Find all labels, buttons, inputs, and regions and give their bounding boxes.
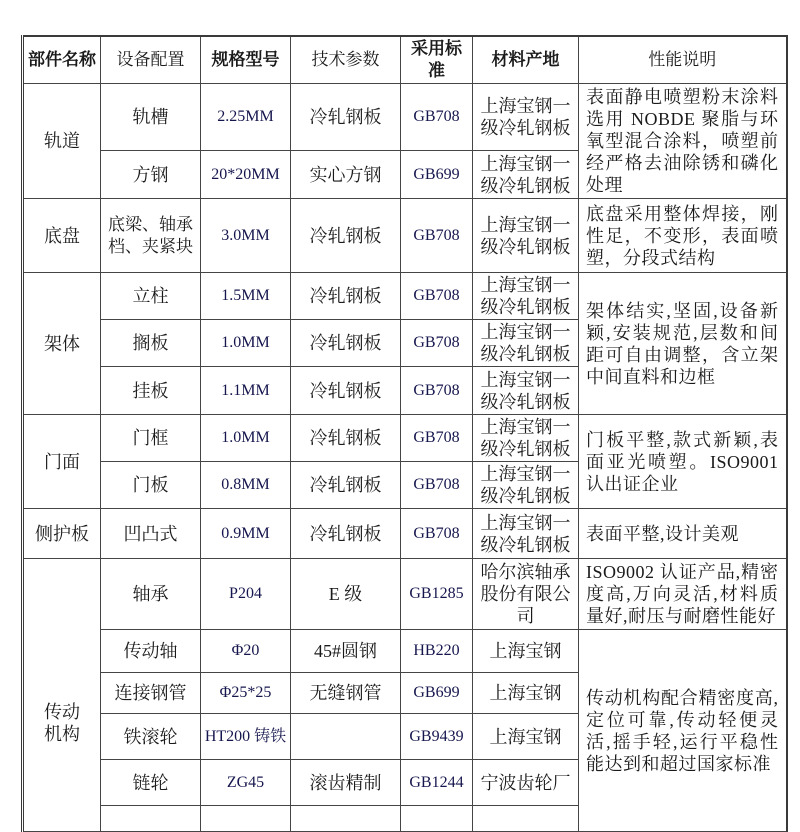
cell-config: 链轮 (101, 760, 201, 806)
cell-config: 轴承 (101, 559, 201, 630)
cell-spec: HT200 铸铁 (201, 714, 291, 760)
cell-origin: 上海宝钢一级冷轧钢板 (473, 509, 579, 559)
cell-standard: GB1244 (401, 760, 473, 806)
cell-tech: 实心方钢 (291, 151, 401, 199)
cell-tech: 冷轧钢板 (291, 199, 401, 273)
cell-origin: 上海宝钢一级冷轧钢板 (473, 462, 579, 509)
cell-standard: GB708 (401, 320, 473, 367)
cell-standard: GB708 (401, 462, 473, 509)
cell-config: 轨槽 (101, 84, 201, 151)
cell-spec: 3.0MM (201, 199, 291, 273)
cell-origin: 上海宝钢一级冷轧钢板 (473, 273, 579, 320)
col-header-config: 设备配置 (101, 36, 201, 84)
col-header-performance: 性能说明 (579, 36, 787, 84)
cell-spec: 20*20MM (201, 151, 291, 199)
table-row (23, 84, 787, 151)
col-header-origin: 材料产地 (473, 36, 579, 84)
cell-standard: GB1285 (401, 559, 473, 630)
cell-config: 方钢 (101, 151, 201, 199)
section-name: 架体 (23, 273, 101, 415)
section-name: 传动机构 (23, 559, 101, 832)
cell-config: 门框 (101, 415, 201, 462)
cell-standard: GB699 (401, 151, 473, 199)
cell-standard: GB708 (401, 509, 473, 559)
performance-note: 门板平整,款式新颖,表面亚光喷塑。ISO9001 认出证企业 (579, 415, 787, 509)
col-header-standard: 采用标准 (401, 36, 473, 84)
performance-note: 传动机构配合精密度高,定位可靠,传动轻便灵活,摇手轻,运行平稳性能达到和超过国家标准 (579, 630, 787, 832)
cell-standard: GB708 (401, 273, 473, 320)
cell-tech: 冷轧钢板 (291, 84, 401, 151)
performance-note: 表面平整,设计美观 (579, 509, 787, 559)
cell-spec: P204 (201, 559, 291, 630)
cell-origin: 上海宝钢一级冷轧钢板 (473, 199, 579, 273)
cell-tech: 冷轧钢板 (291, 320, 401, 367)
table-row (23, 559, 787, 630)
header-row (23, 36, 787, 84)
cell-spec: 1.5MM (201, 273, 291, 320)
cell-tech: 无缝钢管 (291, 673, 401, 714)
cell-tech: 冷轧钢板 (291, 509, 401, 559)
section-name: 侧护板 (23, 509, 101, 559)
cell-origin: 上海宝钢一级冷轧钢板 (473, 84, 579, 151)
cell-config: 传动轴 (101, 630, 201, 673)
cell-spec: Φ25*25 (201, 673, 291, 714)
cell-origin: 上海宝钢 (473, 630, 579, 673)
cell-tech (291, 806, 401, 832)
cell-origin: 宁波齿轮厂 (473, 760, 579, 806)
cell-tech: E 级 (291, 559, 401, 630)
cell-tech: 冷轧钢板 (291, 367, 401, 415)
col-header-part-name: 部件名称 (23, 36, 101, 84)
cell-spec: 1.0MM (201, 415, 291, 462)
cell-config: 挂板 (101, 367, 201, 415)
table-row (23, 509, 787, 559)
col-header-spec: 规格型号 (201, 36, 291, 84)
performance-note: 表面静电喷塑粉末涂料选用 NOBDE 聚脂与环氧型混合涂料，喷塑前经严格去油除锈和磷化处理 (579, 84, 787, 199)
performance-note: 底盘采用整体焊接，刚性足，不变形，表面喷塑，分段式结构 (579, 199, 787, 273)
col-header-tech: 技术参数 (291, 36, 401, 84)
cell-origin: 哈尔滨轴承股份有限公司 (473, 559, 579, 630)
cell-spec: 0.9MM (201, 509, 291, 559)
section-name: 轨道 (23, 84, 101, 199)
cell-config: 底梁、轴承档、夹紧块 (101, 199, 201, 273)
cell-spec: Φ20 (201, 630, 291, 673)
cell-standard: GB708 (401, 199, 473, 273)
cell-standard: HB220 (401, 630, 473, 673)
cell-config: 立柱 (101, 273, 201, 320)
table-row (23, 630, 787, 673)
cell-origin: 上海宝钢一级冷轧钢板 (473, 367, 579, 415)
performance-note: ISO9002 认证产品,精密度高,万向灵活,材料质量好,耐压与耐磨性能好 (579, 559, 787, 630)
cell-origin: 上海宝钢一级冷轧钢板 (473, 151, 579, 199)
cell-config: 连接钢管 (101, 673, 201, 714)
cell-spec: 1.1MM (201, 367, 291, 415)
parts-spec-table (21, 35, 788, 832)
cell-spec: ZG45 (201, 760, 291, 806)
table-row (23, 415, 787, 462)
cell-origin: 上海宝钢一级冷轧钢板 (473, 415, 579, 462)
cell-tech: 冷轧钢板 (291, 415, 401, 462)
cell-standard: GB699 (401, 673, 473, 714)
cell-origin: 上海宝钢 (473, 714, 579, 760)
cell-standard: GB9439 (401, 714, 473, 760)
table-row (23, 273, 787, 320)
cell-standard: GB708 (401, 415, 473, 462)
cell-tech: 冷轧钢板 (291, 273, 401, 320)
cell-standard: GB708 (401, 84, 473, 151)
cell-config: 凹凸式 (101, 509, 201, 559)
cell-config: 搁板 (101, 320, 201, 367)
cell-config: 门板 (101, 462, 201, 509)
cell-spec (201, 806, 291, 832)
cell-tech (291, 714, 401, 760)
cell-standard: GB708 (401, 367, 473, 415)
cell-spec: 0.8MM (201, 462, 291, 509)
cell-spec: 2.25MM (201, 84, 291, 151)
cell-spec: 1.0MM (201, 320, 291, 367)
cell-tech: 滚齿精制 (291, 760, 401, 806)
cell-origin: 上海宝钢 (473, 673, 579, 714)
cell-config: 铁滚轮 (101, 714, 201, 760)
cell-standard (401, 806, 473, 832)
section-name: 底盘 (23, 199, 101, 273)
cell-origin: 上海宝钢一级冷轧钢板 (473, 320, 579, 367)
table-row (23, 199, 787, 273)
cell-tech: 45#圆钢 (291, 630, 401, 673)
cell-origin (473, 806, 579, 832)
performance-note: 架体结实,坚固,设备新颖,安装规范,层数和间距可自由调整，含立架中间直料和边框 (579, 273, 787, 415)
section-name: 门面 (23, 415, 101, 509)
cell-config (101, 806, 201, 832)
cell-tech: 冷轧钢板 (291, 462, 401, 509)
